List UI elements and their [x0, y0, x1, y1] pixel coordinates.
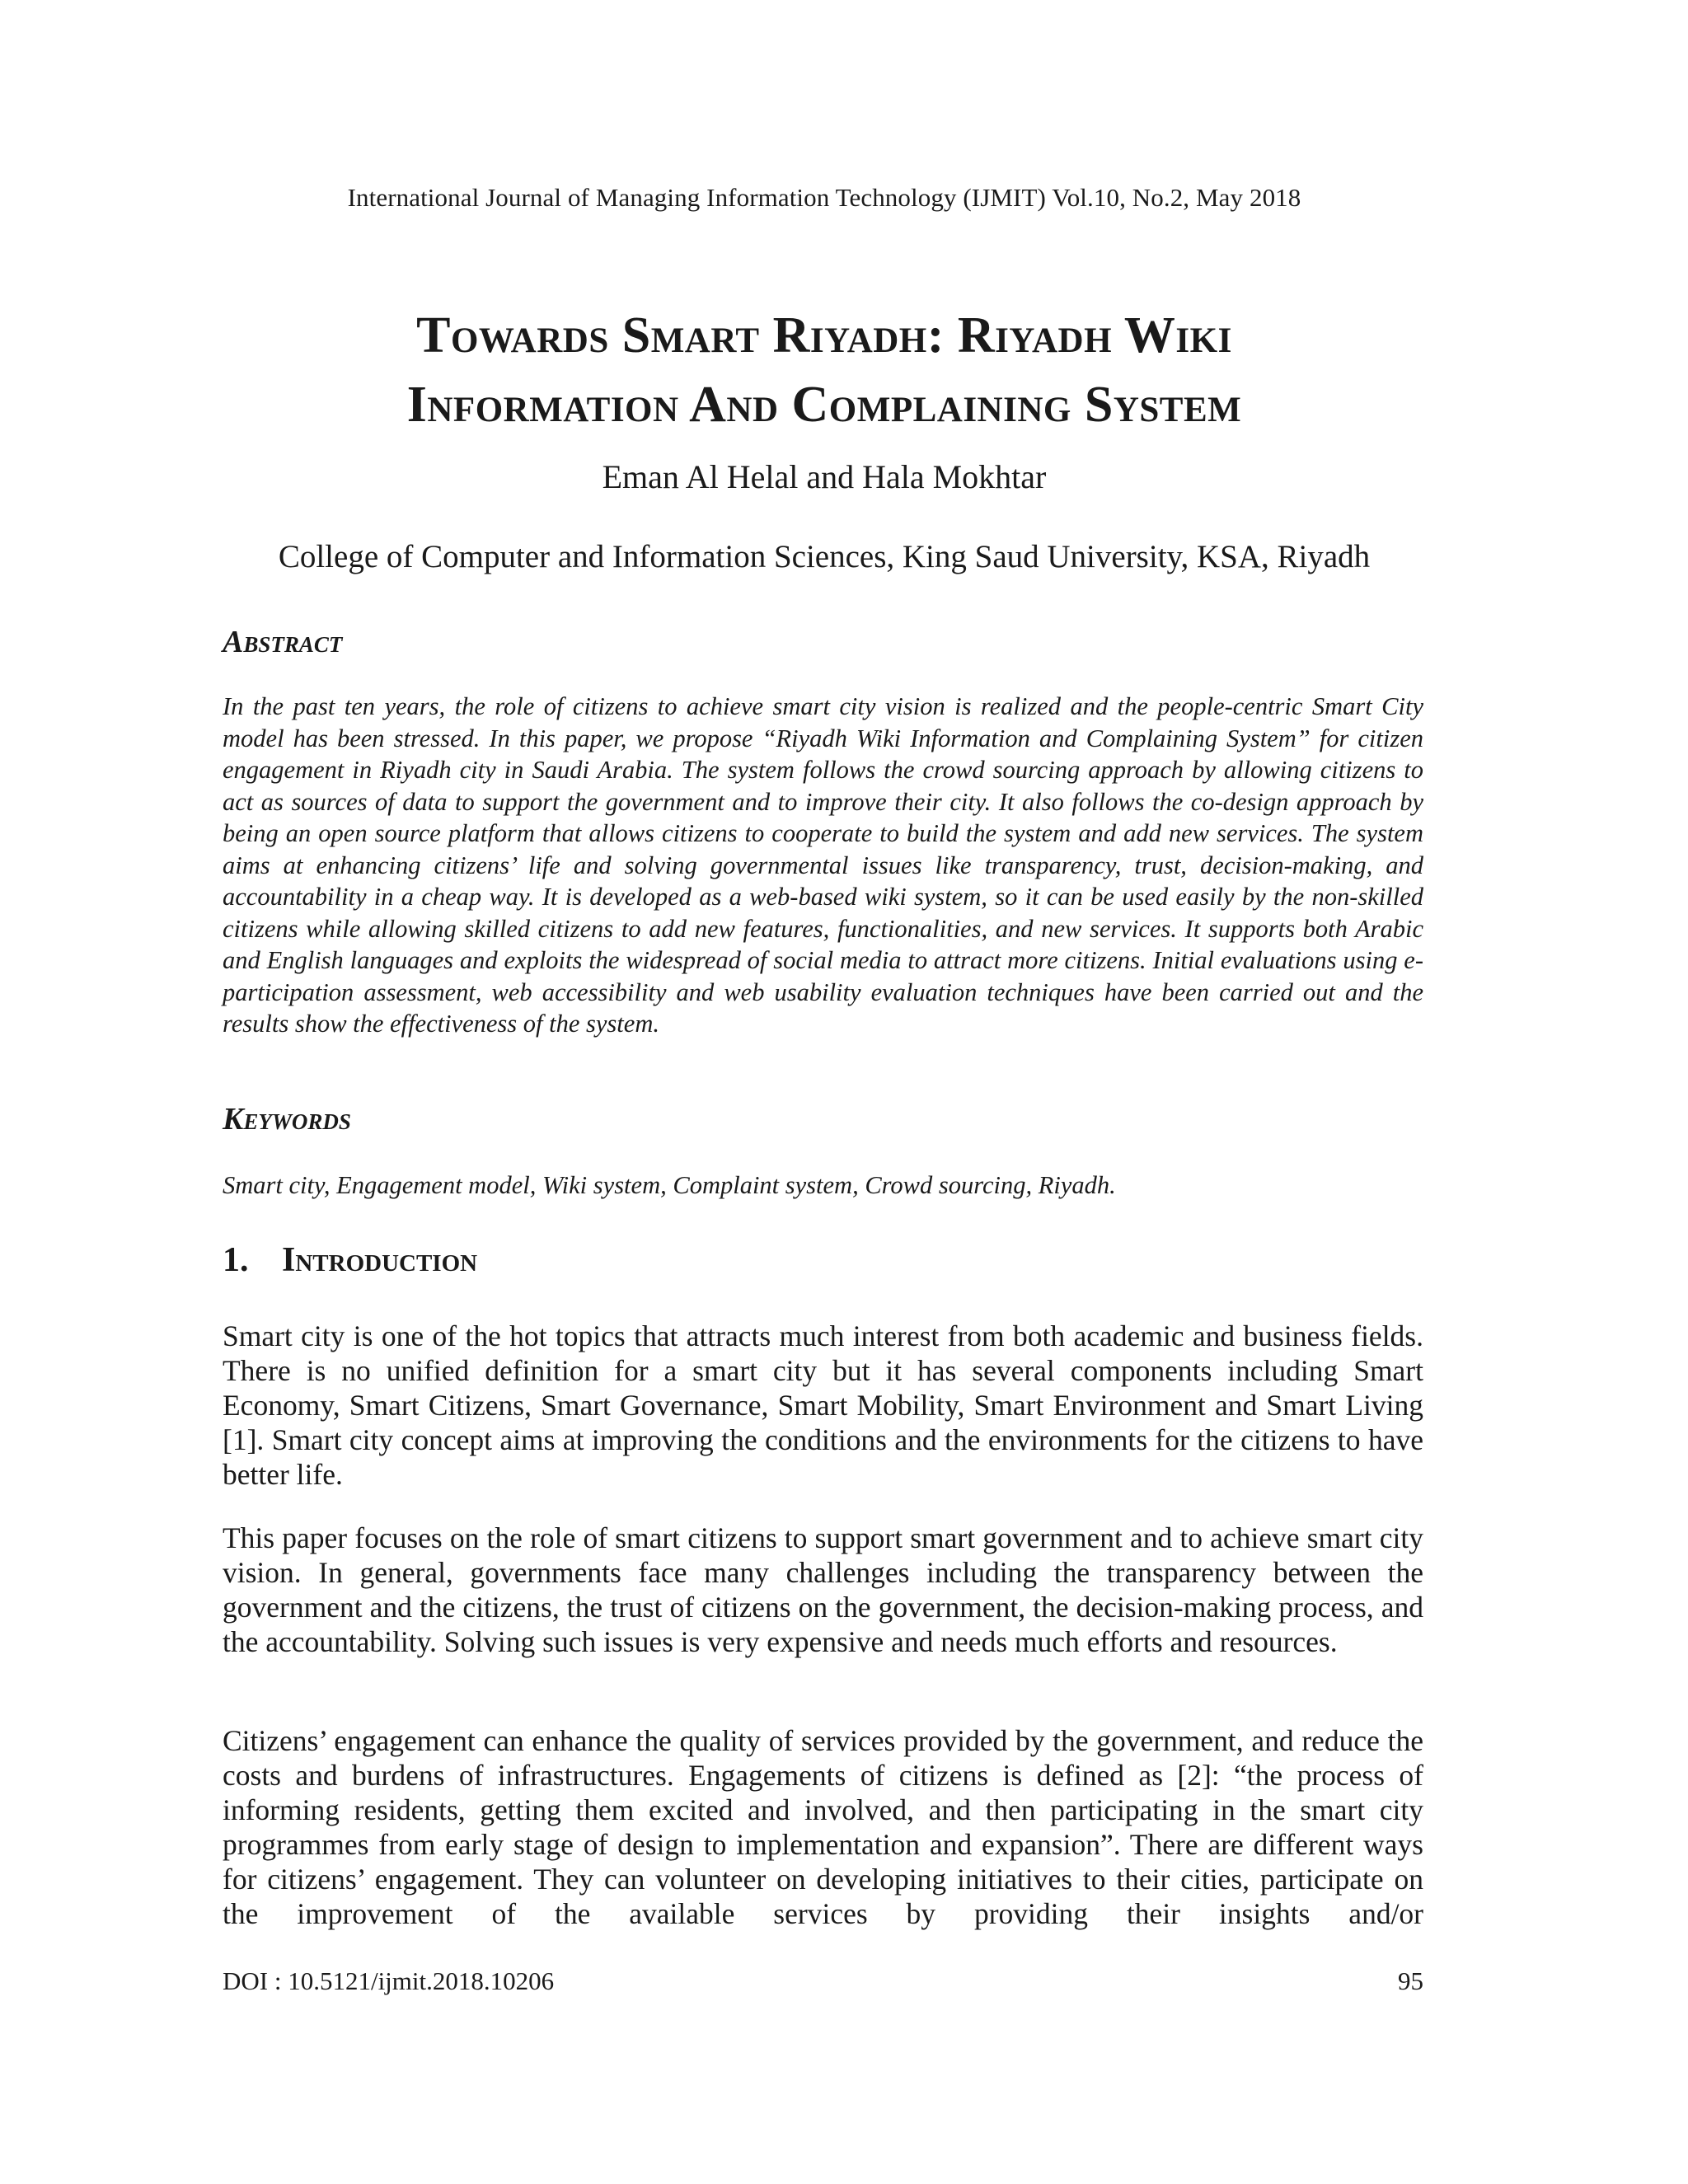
keywords-text: Smart city, Engagement model, Wiki system, Complaint system, Crowd sourcing, Riyadh.	[223, 1171, 1116, 1199]
paper-affiliation: College of Computer and Information Sciences, King Saud University, KSA, Riyadh	[278, 539, 1371, 574]
journal-header: International Journal of Managing Information Technology (IJMIT) Vol.10, No.2, May 2018	[347, 183, 1301, 212]
page-number: 95	[1398, 1966, 1423, 1995]
paper-title	[0, 301, 1648, 439]
section-title: Introduction	[282, 1241, 478, 1279]
paper-title-line-2: Information And Complaining System	[406, 377, 1242, 433]
introduction-paragraph: Citizens’ engagement can enhance the quality of services provided by the government, and reduce the costs and burdens of infrastructures. Engagements of citizens is defined as [2]: “the process of informing residents, getting them excited and involved, and then participating in the smart city programmes from early stage of design to implementation and expansion”. There are different ways for citizens’ engagement. They can volunteer on developing initiatives to their cities, participate on the improvement of the available services by providing their insights and/or	[223, 1724, 1423, 1930]
introduction-paragraph: Smart city is one of the hot topics that attracts much interest from both academic and business fields. There is no unified definition for a smart city but it has several components including Smart Economy, Smart Citizens, Smart Governance, Smart Mobility, Smart Environment and Smart Living [1]. Smart city concept aims at improving the conditions and the environments for the citizens to have better life.	[223, 1319, 1423, 1491]
footer-doi: DOI : 10.5121/ijmit.2018.10206	[223, 1966, 555, 1995]
keywords-heading: Keywords	[223, 1102, 351, 1137]
paper-title-line-1: Towards Smart Riyadh: Riyadh Wiki	[416, 307, 1232, 363]
paper-authors: Eman Al Helal and Hala Mokhtar	[602, 458, 1047, 495]
section-number: 1.	[223, 1241, 249, 1279]
abstract-text: In the past ten years, the role of citizens to achieve smart city vision is realized and the people-centric Smart City model has been stressed. In this paper, we propose “Riyadh Wiki Information and Complaining System” for citizen engagement in Riyadh city in Saudi Arabia. The system follows the crowd sourcing approach by allowing citizens to act as sources of data to support the government and to improve their city. It also follows the co-design approach by being an open source platform that allows citizens to cooperate to build the system and add new services. The system aims at enhancing citizens’ life and solving governmental issues like transparency, trust, decision-making, and accountability in a cheap way. It is developed as a web-based wiki system, so it can be used easily by the non-skilled citizens while allowing skilled citizens to add new features, functionalities, and new services. It supports both Arabic and English languages and exploits the widespread of social media to attract more citizens. Initial evaluations using e-participation assessment, web accessibility and web usability evaluation techniques have been carried out and the results show the effectiveness of the system.	[223, 692, 1423, 1038]
abstract-heading: Abstract	[223, 625, 343, 659]
introduction-paragraph: This paper focuses on the role of smart citizens to support smart government and to achieve smart city vision. In general, governments face many challenges including the transparency between the government and the citizens, the trust of citizens on the government, the decision-making process, and the accountability. Solving such issues is very expensive and needs much efforts and resources.	[223, 1521, 1423, 1658]
introduction-heading	[223, 1240, 477, 1280]
